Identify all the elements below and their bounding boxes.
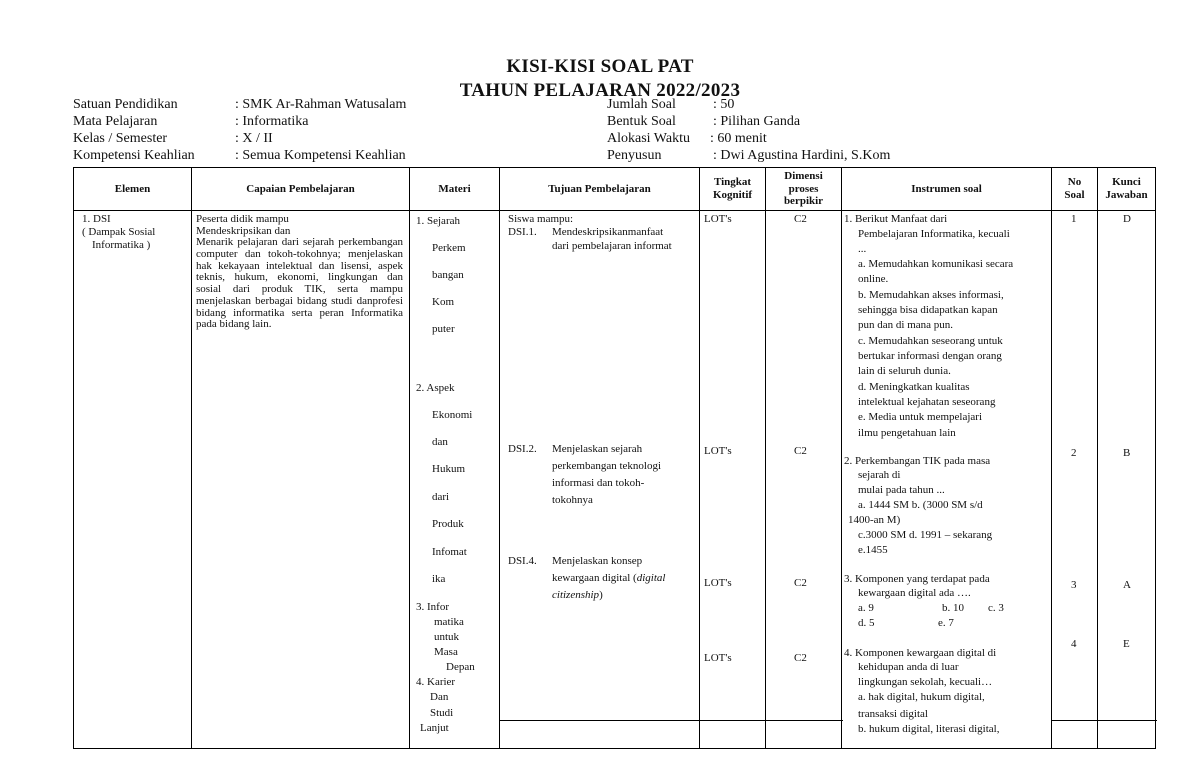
capaian-line2: Mendeskripsikan dan [196, 225, 291, 237]
dimensi-divider [765, 720, 843, 721]
q1-option-d-cont: intelektual kejahatan seseorang [858, 396, 996, 408]
tingkat-3: LOT's [704, 577, 732, 589]
info-value-jumlah: : 50 [713, 97, 735, 112]
dimensi-1: C2 [794, 213, 807, 225]
q4-line1: 4. Komponen kewargaan digital di [844, 647, 997, 659]
tujuan-4-digital-italic: digital [636, 572, 666, 584]
materi-4-line4: Lanjut [420, 722, 449, 734]
table-header-row [74, 168, 1156, 211]
q3-option-c: c. 3 [988, 602, 1004, 614]
cell-tingkat [700, 211, 766, 749]
header-dimensi-line2: proses [788, 182, 819, 195]
no-soal-divider [1051, 720, 1099, 721]
materi-2-line2: Ekonomi [432, 409, 473, 421]
q1-option-b: b. Memudahkan akses informasi, [858, 289, 1004, 301]
document-subtitle: TAHUN PELAJARAN 2022/2023 [459, 80, 741, 101]
q1-option-a: a. Memudahkan komunikasi secara [858, 258, 1014, 270]
info-label-alokasi: Alokasi Waktu [607, 131, 690, 146]
tujuan-4-code: DSI.4. [508, 555, 537, 567]
materi-3-line4: Masa [434, 646, 458, 658]
kunci-3: A [1123, 579, 1131, 591]
q2-option-b-cont: 1400-an M) [848, 514, 901, 526]
materi-1-line3: bangan [432, 269, 464, 281]
q1-option-c-cont2: lain di seluruh dunia. [858, 365, 951, 377]
elemen-line3: Informatika ) [92, 239, 151, 251]
q4-option-a: a. hak digital, hukum digital, [858, 691, 985, 703]
q2-options-ab: a. 1444 SM b. (3000 SM s/d [858, 499, 983, 511]
q2-line3: mulai pada tahun ... [858, 484, 945, 496]
info-value-kompetensi: : Semua Kompetensi Keahlian [235, 148, 406, 163]
q3-option-e: e. 7 [938, 617, 954, 629]
info-label-mapel: Mata Pelajaran [73, 114, 158, 129]
q3-option-a: a. 9 [858, 602, 874, 614]
tujuan-2-line4: tokohnya [552, 494, 593, 506]
cell-materi [410, 211, 500, 749]
header-tingkat [700, 168, 766, 211]
dimensi-3: C2 [794, 577, 807, 589]
info-value-kelas: : X / II [235, 131, 273, 146]
header-tingkat-line2: Kognitif [712, 189, 753, 201]
info-label-bentuk: Bentuk Soal [607, 114, 676, 129]
q1-line2: Pembelajaran Informatika, kecuali [858, 228, 1010, 240]
q2-option-e: e.1455 [858, 544, 888, 556]
tujuan-4-line2-text: kewargaan digital ( [552, 572, 637, 584]
tujuan-4-citizenship-italic: citizenship [552, 589, 600, 601]
no-soal-3: 3 [1071, 579, 1077, 591]
info-value-mapel: : Informatika [235, 114, 309, 129]
tingkat-divider [699, 720, 767, 721]
kisi-kisi-table [73, 167, 1156, 749]
q1-option-b-cont2: pun dan di mana pun. [858, 319, 954, 331]
cell-kunci [1098, 211, 1156, 749]
tujuan-2-line3: informasi dan tokoh- [552, 477, 645, 489]
kunci-2: B [1123, 447, 1131, 459]
q1-option-e-cont: ilmu pengetahuan lain [858, 427, 956, 439]
q3-line2: kewargaan digital ada …. [858, 587, 971, 599]
tujuan-2-line1: Menjelaskan sejarah [552, 443, 643, 455]
q2-line1: 2. Perkembangan TIK pada masa [844, 455, 991, 467]
header-dimensi-line3: berpikir [783, 195, 824, 208]
info-value-bentuk: : Pilihan Ganda [713, 114, 801, 129]
header-kunci-line2: Jawaban [1105, 189, 1148, 201]
tujuan-4-line1: Menjelaskan konsep [552, 555, 643, 567]
kunci-4: E [1123, 638, 1130, 650]
tujuan-4-close-paren: ) [599, 589, 603, 601]
header-no-soal [1052, 168, 1098, 211]
q3-option-d: d. 5 [858, 617, 875, 629]
info-label-kompetensi: Kompetensi Keahlian [73, 148, 195, 163]
q2-options-cd: c.3000 SM d. 1991 – sekarang [858, 529, 993, 541]
materi-3-line2: matika [434, 616, 464, 628]
header-instrumen: Instrumen soal [842, 168, 1052, 211]
q1-option-c: c. Memudahkan seseorang untuk [858, 335, 1003, 347]
header-tujuan: Tujuan Pembelajaran [500, 168, 700, 211]
materi-2-line5: dari [432, 491, 450, 503]
table-row [74, 211, 1156, 749]
materi-4-line2: Dan [430, 691, 449, 703]
cell-dimensi [766, 211, 842, 749]
tujuan-2-line2: perkembangan teknologi [552, 460, 662, 472]
header-no-line2: Soal [1064, 189, 1085, 201]
header-kunci [1098, 168, 1156, 211]
header-kunci-line1: Kunci [1112, 176, 1141, 189]
capaian-line1: Peserta didik mampu [196, 213, 289, 225]
header-materi: Materi [410, 168, 500, 211]
header-dimensi-line1: Dimensi [784, 170, 823, 183]
cell-elemen [74, 211, 192, 749]
elemen-line1: 1. DSI [82, 213, 111, 225]
materi-2-line6: Produk [432, 518, 464, 530]
elemen-line2: ( Dampak Sosial [82, 226, 156, 238]
tujuan-4-line3 [552, 589, 603, 602]
info-value-satuan: : SMK Ar-Rahman Watusalam [235, 97, 407, 112]
cell-no-soal [1052, 211, 1098, 749]
materi-2-line1: 2. Aspek [416, 382, 455, 394]
q1-line3: ... [858, 243, 867, 255]
q2-line2: sejarah di [858, 469, 901, 481]
q1-option-d: d. Meningkatkan kualitas [858, 381, 970, 393]
materi-4-line1: 4. Karier [416, 676, 456, 688]
materi-4-line3: Studi [430, 707, 454, 719]
q4-line3: lingkungan sekolah, kecuali… [858, 676, 993, 688]
cell-instrumen [842, 211, 1052, 749]
materi-1-line1: 1. Sejarah [416, 215, 460, 227]
info-label-penyusun: Penyusun [607, 148, 662, 163]
tujuan-divider [499, 720, 701, 721]
tujuan-1-line1: Mendeskripsikanmanfaat [552, 226, 664, 238]
capaian-paragraph: Menarik pelajaran dari sejarah perkembangan computer dan tokoh-tokohnya; menjelaskan hak kekayaan intelektual dan lisensi, aspek teknis, hukum, ekonomi, lingkungan dan sosial dari produk TIK, serta mampu menjelaskan berbagai bidang studi danprofesi bidang informatika serta peran Informatika pada bidang lain. [196, 236, 403, 331]
no-soal-4: 4 [1071, 638, 1077, 650]
q3-option-b: b. 10 [942, 602, 964, 614]
header-dimensi [766, 168, 842, 211]
cell-tujuan [500, 211, 700, 749]
header-capaian: Capaian Pembelajaran [192, 168, 410, 211]
info-label-satuan: Satuan Pendidikan [73, 97, 178, 112]
q4-option-b: b. hukum digital, literasi digital, [858, 723, 1000, 735]
header-tingkat-line1: Tingkat [713, 176, 752, 189]
materi-1-line4: Kom [432, 296, 454, 308]
materi-3-line3: untuk [434, 631, 460, 643]
q1-line1: 1. Berikut Manfaat dari [844, 213, 948, 225]
q4-line2: kehidupan anda di luar [858, 661, 959, 673]
cell-capaian [192, 211, 410, 749]
materi-2-line3: dan [432, 436, 448, 448]
no-soal-1: 1 [1071, 213, 1077, 225]
tingkat-1: LOT's [704, 213, 732, 225]
info-value-alokasi: : 60 menit [710, 131, 767, 146]
dimensi-2: C2 [794, 445, 807, 457]
tujuan-1-line2: dari pembelajaran informat [552, 240, 672, 252]
tujuan-intro: Siswa mampu: [508, 213, 574, 225]
materi-2-line4: Hukum [432, 463, 465, 475]
q1-option-b-cont1: sehingga bisa didapatkan kapan [858, 304, 998, 316]
tingkat-2: LOT's [704, 445, 732, 457]
materi-1-line2: Perkem [432, 242, 466, 254]
materi-3-line5: Depan [446, 661, 475, 673]
info-label-jumlah: Jumlah Soal [607, 97, 676, 112]
header-no-line1: No [1067, 176, 1082, 189]
q1-option-a-cont: online. [858, 273, 889, 285]
materi-3-line1: 3. Infor [416, 601, 449, 613]
q4-option-a-cont: transaksi digital [858, 708, 928, 720]
info-value-penyusun: : Dwi Agustina Hardini, S.Kom [713, 148, 891, 163]
kunci-1: D [1123, 213, 1131, 225]
tujuan-2-code: DSI.2. [508, 443, 537, 455]
q3-line1: 3. Komponen yang terdapat pada [844, 573, 990, 585]
kunci-divider [1097, 720, 1157, 721]
no-soal-2: 2 [1071, 447, 1077, 459]
header-elemen: Elemen [74, 168, 192, 211]
document-title: KISI-KISI SOAL PAT [506, 56, 694, 77]
tingkat-4: LOT's [704, 652, 732, 664]
materi-1-line5: puter [432, 323, 455, 335]
dimensi-4: C2 [794, 652, 807, 664]
tujuan-1-code: DSI.1. [508, 226, 537, 238]
materi-2-line8: ika [432, 573, 446, 585]
q1-option-e: e. Media untuk mempelajari [858, 411, 983, 423]
materi-2-line7: Infomat [432, 546, 467, 558]
tujuan-4-line2 [552, 572, 665, 585]
q1-option-c-cont1: bertukar informasi dengan orang [858, 350, 1002, 362]
info-label-kelas: Kelas / Semester [73, 131, 168, 146]
